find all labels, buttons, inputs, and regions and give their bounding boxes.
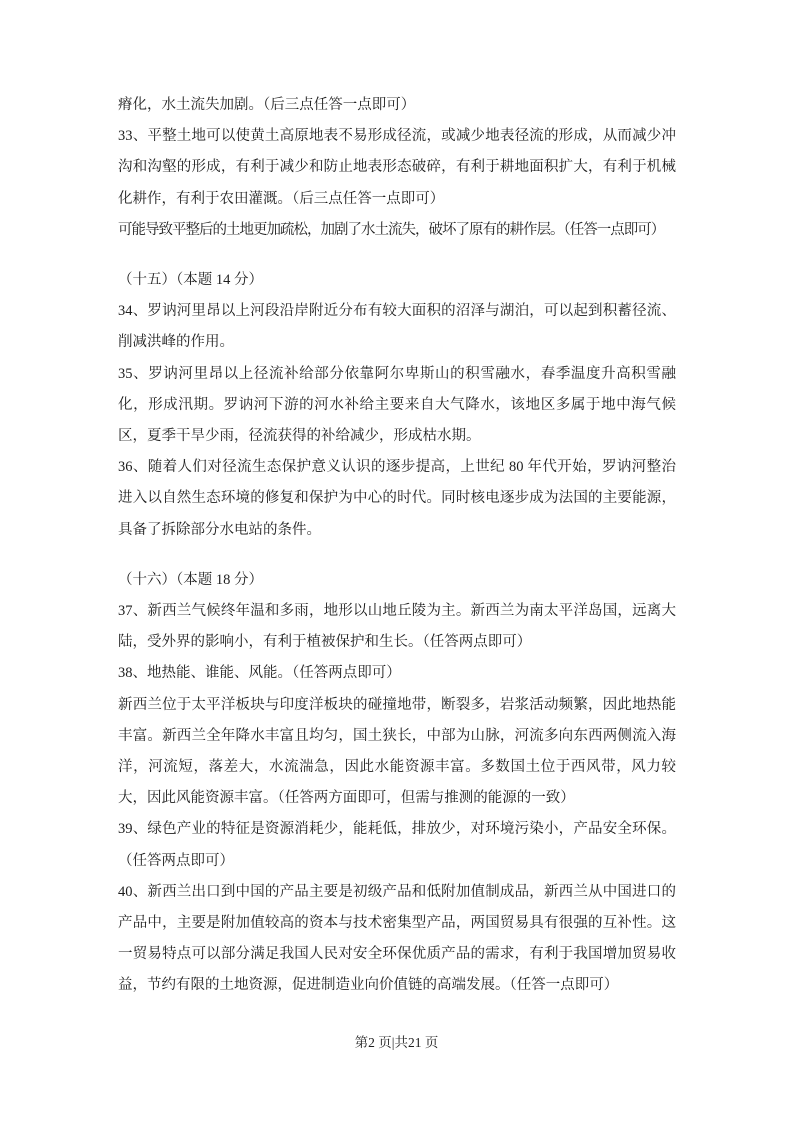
section-header: （十六）（本题 18 分） (118, 571, 263, 588)
answer-paragraph: 35、罗讷河里昂以上径流补给部分依靠阿尔卑斯山的积雪融水，春季温度升高积雪融化，形成汛期。罗讷河下游的河水补给主要来自大气降水，该地区多属于地中海气候区，夏季干旱少雨，径流获得的补给减少，形成枯水期。 (118, 365, 676, 445)
answer-paragraph: 可能导致平整后的土地更加疏松，加剧了水土流失，破坏了原有的耕作层。（任答一点即可） (118, 221, 665, 238)
answer-paragraph: 38、地热能、谁能、风能。（任答两点即可） (118, 665, 401, 682)
answer-paragraph: 新西兰位于太平洋板块与印度洋板块的碰撞地带，断裂多，岩浆活动频繁，因此地热能丰富。新西兰全年降水丰富且均匀，国土狭长，中部为山脉，河流多向东西两侧流入海洋，河流短，落差大，水流湍急，因此水能资源丰富。多数国土位于西风带，风力较大，因此风能资源丰富。（任答两方面即可，但需与推测的能源的一致） (118, 696, 676, 807)
answer-paragraph: 39、绿色产业的特征是资源消耗少，能耗低，排放少，对环境污染小，产品安全环保。（任答两点即可） (118, 821, 676, 869)
section-header: （十五）（本题 14 分） (118, 272, 263, 289)
answer-paragraph: 33、平整土地可以使黄土高原地表不易形成径流，或减少地表径流的形成，从而减少冲沟和沟壑的形成，有利于减少和防止地表形态破碎，有利于耕地面积扩大，有利于机械化耕作，有利于农田灌溉。（后三点任答一点即可） (118, 128, 676, 207)
answer-paragraph: 37、新西兰气候终年温和多雨，地形以山地丘陵为主。新西兰为南太平洋岛国，远离大陆，受外界的影响小，有利于植被保护和生长。（任答两点即可） (118, 603, 676, 651)
answer-paragraph: 36、随着人们对径流生态保护意义认识的逐步提高，上世纪 80 年代开始，罗讷河整治进入以自然生态环境的修复和保护为中心的时代。同时核电逐步成为法国的主要能源，具备了拆除部分水电站的条件。 (118, 459, 676, 538)
document-body (118, 90, 676, 1002)
page-number-footer: 第2 页|共21 页 (354, 1035, 439, 1050)
answer-paragraph: 40、新西兰出口到中国的产品主要是初级产品和低附加值制成品，新西兰从中国进口的产品中，主要是附加值较高的资本与技术密集型产品，两国贸易具有很强的互补性。这一贸易特点可以部分满足我国人民对安全环保优质产品的需求，有利于我国增加贸易收益，节约有限的土地资源，促进制造业向价值链的高端发展。（任答一点即可） (118, 883, 676, 994)
answer-paragraph: 34、罗讷河里昂以上河段沿岸附近分布有较大面积的沼泽与湖泊，可以起到积蓄径流、削减洪峰的作用。 (118, 303, 676, 351)
answer-paragraph: 瘠化，水土流失加剧。（后三点任答一点即可） (118, 97, 416, 113)
